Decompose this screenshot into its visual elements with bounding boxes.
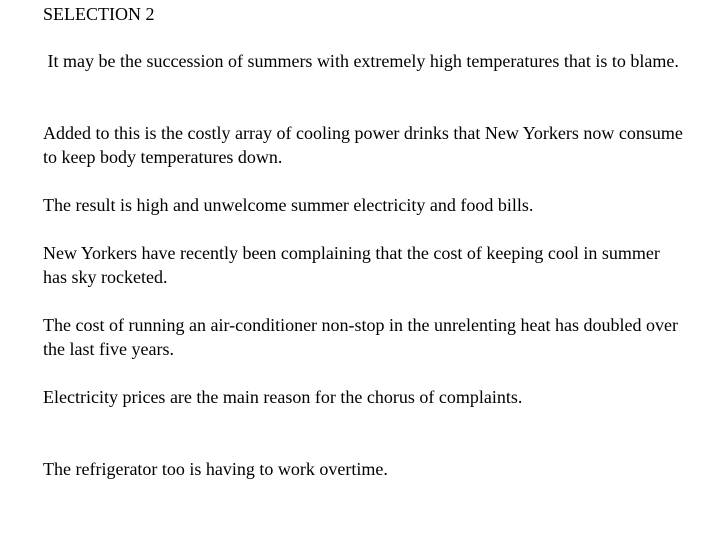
section-heading: SELECTION 2	[43, 4, 155, 24]
paragraph-5: The cost of running an air-conditioner non-stop in the unrelenting heat has doubled over the last five years.	[43, 315, 678, 359]
paragraph-4: New Yorkers have recently been complaining that the cost of keeping cool in summer has sky rocketed.	[43, 243, 660, 287]
paragraph-6: Electricity prices are the main reason for the chorus of complaints.	[43, 387, 523, 407]
paragraph-1: It may be the succession of summers with extremely high temperatures that is to blame.	[43, 51, 679, 71]
paragraph-7: The refrigerator too is having to work overtime.	[43, 459, 388, 479]
paragraph-3: The result is high and unwelcome summer electricity and food bills.	[43, 195, 534, 215]
paragraph-2: Added to this is the costly array of cooling power drinks that New Yorkers now consume to keep body temperatures down.	[43, 123, 683, 167]
